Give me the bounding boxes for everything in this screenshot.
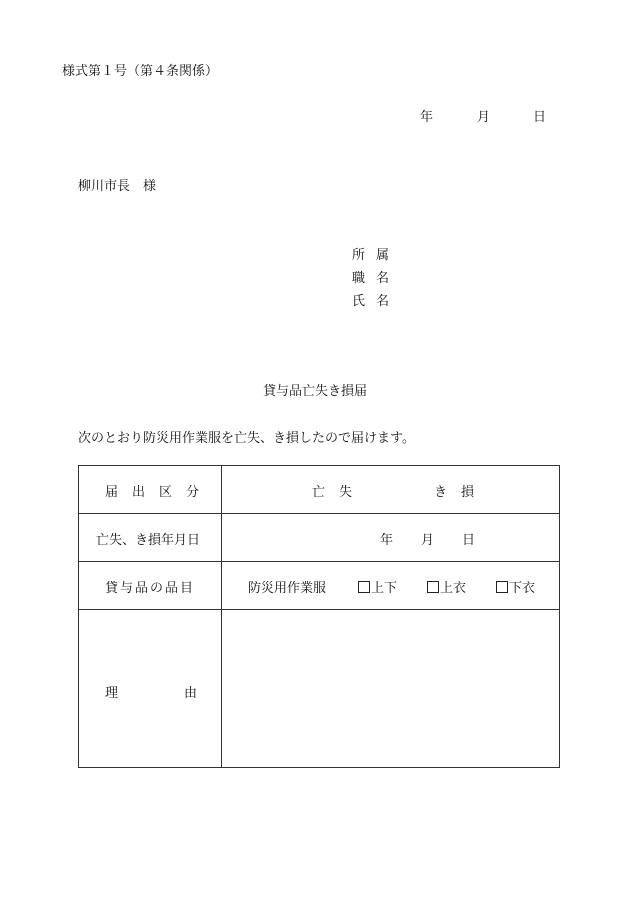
report-form-table (78, 465, 560, 768)
date-month-label: 月 (477, 110, 491, 125)
reason-input-area[interactable] (222, 610, 559, 767)
date-day-label: 日 (533, 110, 547, 125)
table-row (79, 562, 560, 610)
loss-date-month-label: 月 (421, 533, 435, 548)
reason-label: 理由 (105, 686, 264, 701)
document-title: 貸与品亡失き損届 (262, 384, 367, 399)
option-top-label: 上衣 (440, 581, 467, 596)
loss-date-year-label: 年 (380, 533, 394, 548)
option-top[interactable] (427, 577, 466, 596)
option-top-bottom[interactable] (358, 577, 397, 596)
item-name: 防災用作業服 (248, 581, 327, 596)
checkbox-top[interactable] (427, 581, 439, 593)
report-type-label: 届出区分 (105, 485, 214, 500)
table-label-cell (79, 514, 222, 562)
loss-date-day-label: 日 (462, 533, 476, 548)
checkbox-top-bottom[interactable] (358, 581, 370, 593)
applicant-affiliation-label: 所属 (352, 248, 401, 263)
loss-date-cell[interactable] (222, 514, 560, 562)
lead-text: 次のとおり防災用作業服を亡失、き損したので届けます。 (78, 431, 415, 446)
date-year-label: 年 (420, 110, 434, 125)
table-label-cell (79, 610, 264, 768)
reason-cell[interactable] (222, 610, 560, 768)
applicant-name-label: 氏名 (352, 294, 401, 309)
item-label: 貸与品の品目 (105, 581, 196, 596)
table-row (79, 514, 560, 562)
table-label-cell (79, 562, 222, 610)
report-type-damage-option[interactable]: き損 (434, 485, 489, 500)
table-row (79, 466, 560, 514)
option-top-bottom-label: 上下 (371, 581, 398, 596)
report-type-loss-option[interactable]: 亡失 (312, 485, 367, 500)
addressee: 柳川市長 様 (78, 179, 157, 194)
report-type-cell (222, 466, 560, 514)
table-row (79, 610, 560, 768)
form-number: 様式第１号（第４条関係） (62, 64, 219, 79)
checkbox-bottom[interactable] (496, 581, 508, 593)
option-bottom-label: 下衣 (509, 581, 536, 596)
item-cell (222, 562, 560, 610)
loss-date-label: 亡失、き損年月日 (96, 533, 201, 548)
table-label-cell (79, 466, 222, 514)
option-bottom[interactable] (496, 577, 535, 596)
applicant-position-label: 職名 (352, 271, 401, 286)
